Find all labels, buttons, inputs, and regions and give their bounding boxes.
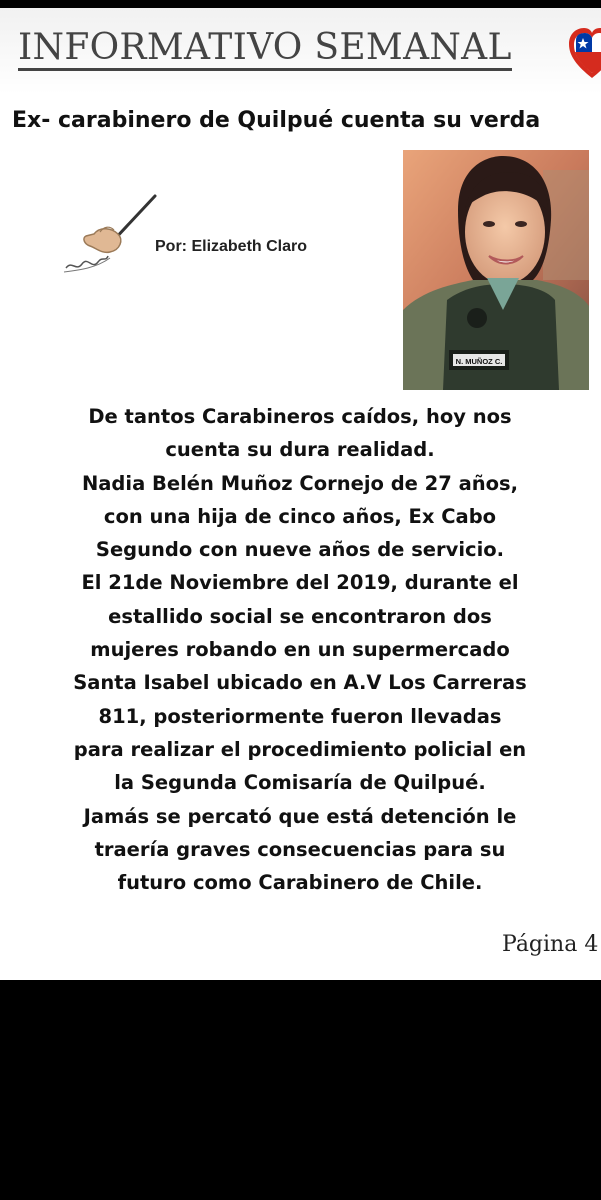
body-line: con una hija de cinco años, Ex Cabo [103, 504, 497, 528]
body-line: estallido social se encontraron dos [108, 604, 492, 628]
body-line: cuenta su dura realidad. [165, 438, 435, 462]
body-line: 811, posteriormente fueron llevadas [98, 704, 502, 728]
body-line: para realizar el procedimiento policial en [73, 737, 527, 761]
hand-writing-icon [60, 190, 160, 276]
article-headline: Ex- carabinero de Quilpué cuenta su verda [12, 108, 541, 133]
body-line: De tantos Carabineros caídos, hoy nos [88, 405, 512, 428]
photo-name-badge: N. MUÑOZ C. [455, 357, 503, 366]
article-byline: Por: Elizabeth Claro [155, 238, 308, 255]
masthead [0, 8, 601, 94]
body-line: la Segunda Comisaría de Quilpué. [114, 771, 486, 795]
newsletter-page [0, 8, 601, 980]
body-line: Jamás se percató que está detención le [83, 804, 517, 828]
body-line: futuro como Carabinero de Chile. [117, 871, 483, 895]
article-body [30, 400, 570, 899]
heart-flag-logo [567, 22, 601, 84]
body-line: Segundo con nueve años de servicio. [95, 538, 505, 562]
body-line: mujeres robando en un supermercado [90, 638, 510, 662]
portrait-photo [403, 150, 589, 390]
body-line: traería graves consecuencias para su [94, 837, 506, 861]
body-line: Santa Isabel ubicado en A.V Los Carreras [73, 671, 527, 695]
body-line: Nadia Belén Muñoz Cornejo de 27 años, [81, 471, 519, 495]
body-line: El 21de Noviembre del 2019, durante el [81, 571, 519, 595]
page-number: Página 4 [502, 932, 599, 957]
newsletter-title: INFORMATIVO SEMANAL [18, 28, 512, 71]
